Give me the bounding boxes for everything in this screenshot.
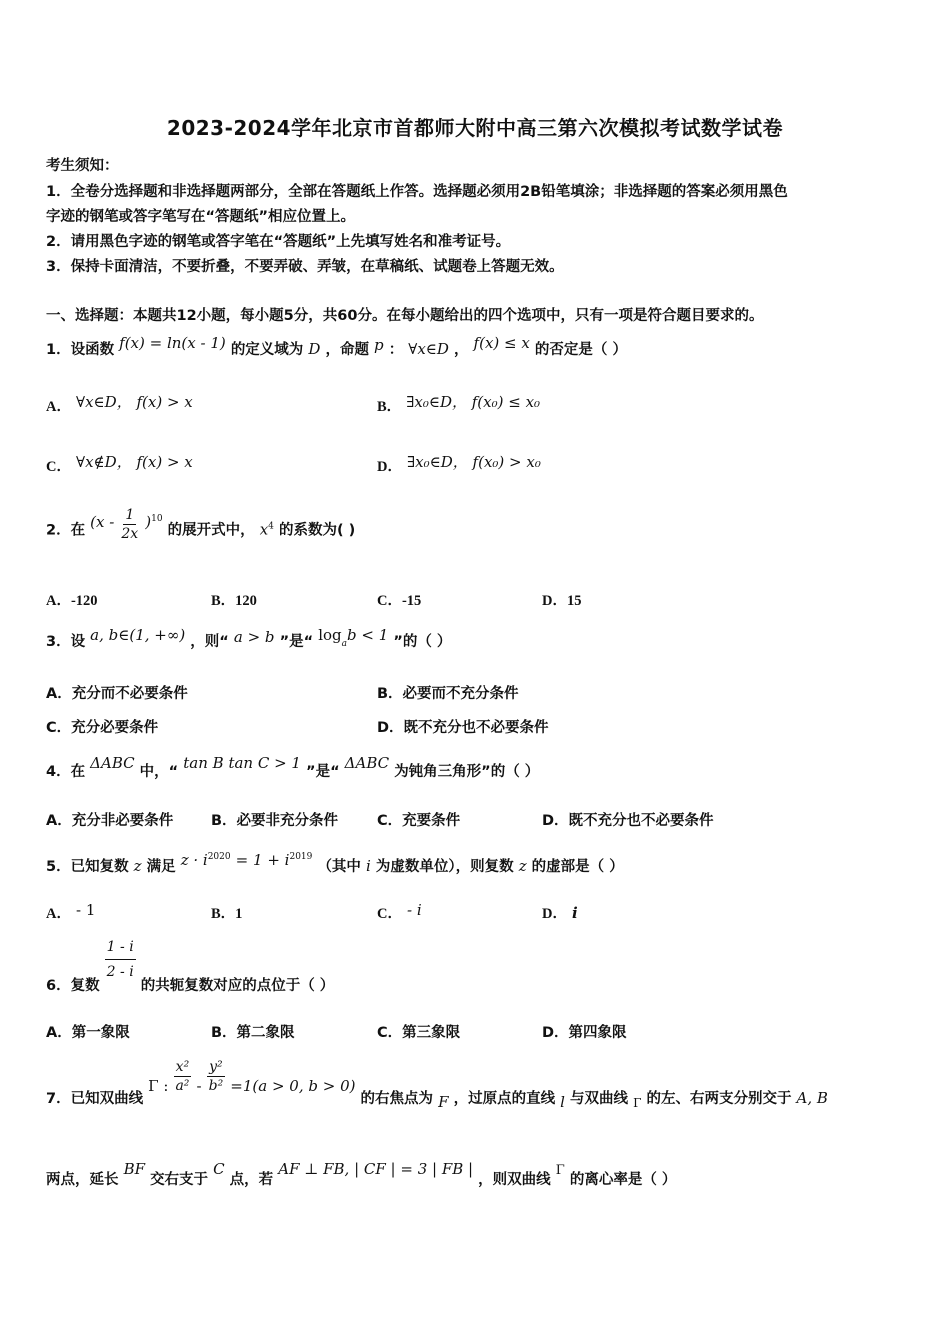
q2-fraction: $\frac{1}{2x}$: [121, 507, 139, 542]
q3-option-a: A．充分而不必要条件: [46, 686, 188, 702]
q3-option-b: B．必要而不充分条件: [377, 686, 519, 702]
q4-option-c: C．充要条件: [377, 813, 461, 829]
q6-option-d: D．第四象限: [542, 1025, 627, 1041]
section-heading: 一、选择题：本题共12小题，每小题5分，共60分。在每小题给出的四个选项中，只有一项是符合题目要求的。: [46, 308, 764, 324]
notice-item-1a: 1．全卷分选择题和非选择题两部分，全部在答题纸上作答。选择题必须用2B铅笔填涂；非选择题的答案必须用黑色: [46, 184, 788, 200]
q7-fraction-y: $\frac{\text{y²}}{\text{b²}}$: [208, 1059, 224, 1094]
question-3: 3．设 a, b∈(1, +∞) ，则“ a > b ”是“ $\log_ab < 1$ ”的（ ）: [46, 626, 452, 650]
q4-option-d: D．既不充分也不必要条件: [542, 813, 714, 829]
question-1: 1．设函数 f(x) = ln(x - 1) 的定义域为 D ，命题 p ： ∀x∈D ， f(x) ≤ x 的否定是（ ）: [46, 334, 627, 358]
q6-option-b: B．第二象限: [211, 1025, 295, 1041]
q1-option-c: C． ∀x∉D， f(x) > x: [46, 453, 193, 475]
question-7: 7．已知双曲线 Γ : $\frac{\text{x²}}{\text{a²}}$ - $\frac{\text{y²}}{\text{b²}}$ =1(a > 0, b > 0) 的右焦点为 F ，过原点的直线 l 与双曲线 $_\Gamma$ 的左、右两支分别交于 A, B: [46, 1059, 828, 1111]
q1-option-b: B． ∃x₀∈D， f(x₀) ≤ x₀: [377, 393, 541, 415]
q3-option-d: D．既不充分也不必要条件: [377, 720, 549, 736]
question-4: 4．在 ΔABC 中，“ tan B tan C > 1 ”是“ ΔABC 为钝角三角形”的（ ）: [46, 754, 540, 780]
notice-item-1b: 字迹的钢笔或答字笔写在“答题纸”相应位置上。: [46, 209, 356, 225]
question-6: 6．复数 $\frac{1 - i}{2 - i}$ 的共轭复数对应的点位于（ ）: [46, 935, 334, 984]
q6-option-c: C．第三象限: [377, 1025, 461, 1041]
q5-option-b: B．1: [211, 906, 243, 922]
q6-option-a: A．第一象限: [46, 1025, 130, 1041]
q4-option-a: A．充分非必要条件: [46, 813, 174, 829]
q6-fraction: $\frac{1 - i}{2 - i}$: [105, 935, 136, 984]
q4-option-b: B．必要非充分条件: [211, 813, 339, 829]
q1-option-d: D． ∃x₀∈D， f(x₀) > x₀: [377, 453, 541, 475]
q5-option-a: A． - 1: [46, 901, 96, 922]
q2-option-a: A．-120: [46, 593, 98, 609]
q5-option-c: C． - i: [377, 901, 422, 922]
question-7-line-2: 两点，延长 BF 交右支于 C 点，若 AF ⊥ FB, | CF | = 3 | FB | ，则双曲线 Γ 的离心率是（ ）: [46, 1160, 677, 1188]
notice-item-2: 2．请用黑色字迹的钢笔或答字笔在“答题纸”上先填写姓名和准考证号。: [46, 234, 511, 250]
notice-item-3: 3．保持卡面清洁，不要折叠，不要弄破、弄皱，在草稿纸、试题卷上答题无效。: [46, 259, 564, 275]
q2-option-c: C．-15: [377, 593, 422, 609]
q5-option-d: D． i: [542, 904, 578, 922]
q1-option-a: A． ∀x∈D， f(x) > x: [46, 393, 193, 415]
q7-fraction-x: $\frac{\text{x²}}{\text{a²}}$: [175, 1059, 190, 1094]
q2-option-d: D．15: [542, 593, 582, 609]
page-title: 2023-2024学年北京市首都师大附中高三第六次模拟考试数学试卷: [166, 116, 784, 140]
q3-option-c: C．充分必要条件: [46, 720, 159, 736]
question-5: 5．已知复数 z 满足 $z \cdot i^{2020} = 1 + i^{2019}$ （其中 i 为虚数单位），则复数 z 的虚部是（ ）: [46, 851, 624, 875]
q2-option-b: B．120: [211, 593, 257, 609]
notice-heading: 考生须知：: [46, 158, 119, 174]
q1-function: f(x) = ln(x - 1): [119, 334, 226, 352]
question-2: 2．在 (x - $\frac{1}{2x}$ )$^{10}$ 的展开式中， $x^4$ 的系数为( ): [46, 507, 356, 542]
